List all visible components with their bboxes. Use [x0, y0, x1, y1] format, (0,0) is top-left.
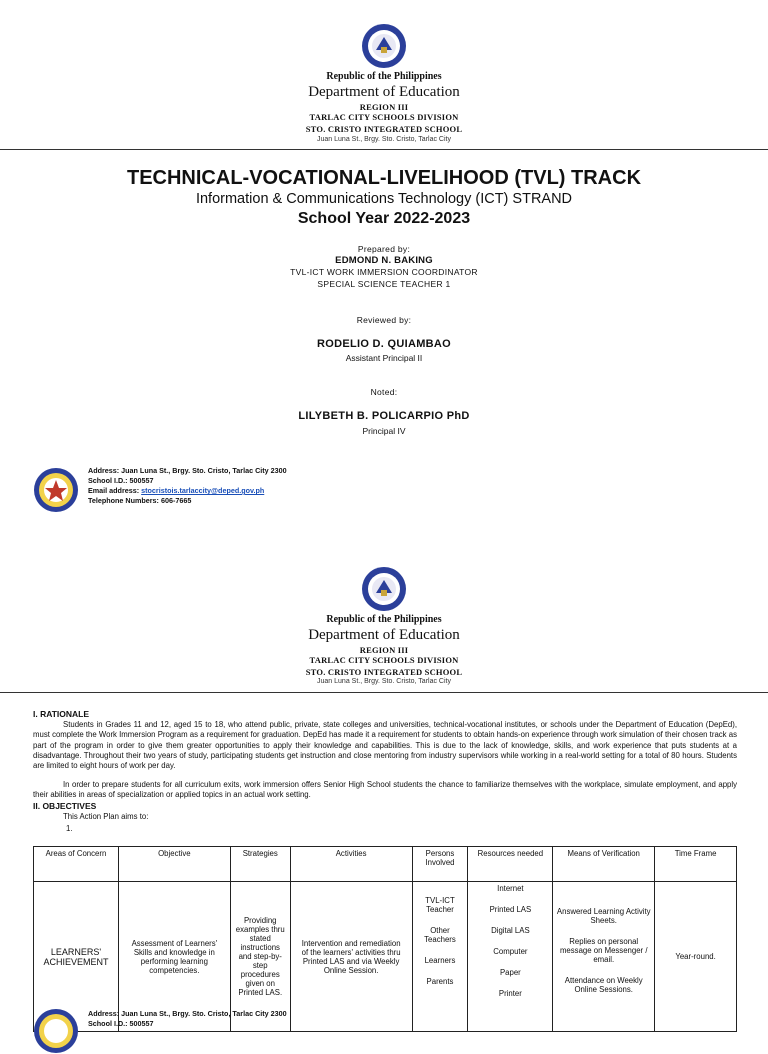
objectives-intro: This Action Plan aims to:: [63, 812, 149, 821]
verification-item: Attendance on Weekly Online Sessions.: [564, 976, 643, 994]
resource-item: Printer: [498, 989, 522, 998]
cell-activities: Intervention and remediation of the learners' activities thru Printed LAS and via Weekly Online Session.: [290, 882, 412, 1032]
footer-school-id: School I.D.: 500557: [88, 476, 154, 485]
deped-seal-icon-2: [361, 566, 407, 612]
table-header: Strategies: [230, 847, 290, 882]
prepared-name: EDMOND N. BAKING: [335, 255, 433, 266]
objectives-item-number: 1.: [66, 824, 73, 833]
school-logo-icon-2: [33, 1008, 79, 1054]
verification-item: Answered Learning Activity Sheets.: [556, 907, 651, 925]
table-header: Means of Verification: [553, 847, 655, 882]
reviewed-role: Assistant Principal II: [345, 353, 423, 363]
rationale-paragraph-2: In order to prepare students for all curriculum exits, work immersion offers Senior High School students the chance to familiarize themselves with the workplace, simulate employment, and apply their abilities in areas of specialization or applied topics in an actual work setting.: [33, 780, 737, 800]
header2-republic: Republic of the Philippines: [326, 614, 442, 625]
cell-objective: Assessment of Learners' Skills and knowledge in performing learning competencies.: [118, 882, 230, 1032]
header-address: Juan Luna St., Brgy. Sto. Cristo, Tarlac City: [317, 136, 451, 143]
table-header: Time Frame: [655, 847, 737, 882]
noted-name: LILYBETH B. POLICARPIO PhD: [298, 410, 470, 422]
table-header: Resources needed: [468, 847, 553, 882]
verification-item: Replies on personal message on Messenger / email.: [559, 937, 648, 964]
noted-label: Noted:: [370, 387, 398, 397]
rationale-title: I. RATIONALE: [33, 709, 90, 719]
prepared-role-1: TVL-ICT WORK IMMERSION COORDINATOR: [290, 267, 478, 277]
footer-telephone: Telephone Numbers: 606-7665: [88, 496, 192, 505]
header2-region: REGION III: [359, 645, 409, 655]
table-header: Objective: [118, 847, 230, 882]
cover-strand: Information & Communications Technology (ICT) STRAND: [195, 191, 573, 207]
header2-school: STO. CRISTO INTEGRATED SCHOOL: [305, 667, 463, 677]
resource-item: Internet: [497, 884, 524, 893]
table-header: Areas of Concern: [34, 847, 119, 882]
header2-division: TARLAC CITY SCHOOLS DIVISION: [309, 655, 459, 665]
resource-item: Digital LAS: [491, 926, 530, 935]
rationale-paragraph-1: Students in Grades 11 and 12, aged 15 to 18, who attend public, private, state colleges and universities, technical-vocational institutes, or schools under the Department of Education (DepEd), must complete the Work Immersion Program as a requirement for graduation. DepEd has made it a requirement for students to obtain hands-on experience through work simulation of their chosen track as part of the program in order to give them greater opportunities to apply their knowledge and capabilities. This is due to the lack of knowledge, skills, and work experience that puts students at a disadvantage. Throughout their two years of study, participating students get instruction and close mentoring from industry supervisors while working in a real-world setting for a total of 80 hours. Students are limited to eight hours of work per day.: [33, 720, 737, 771]
objectives-title: II. OBJECTIVES: [33, 801, 97, 811]
prepared-role-2: SPECIAL SCIENCE TEACHER 1: [317, 279, 451, 289]
header-region: REGION III: [359, 102, 409, 112]
header-republic: Republic of the Philippines: [326, 71, 442, 82]
footer-address: Address: Juan Luna St., Brgy. Sto. Cristo, Tarlac City 2300: [88, 466, 287, 475]
reviewed-name: RODELIO D. QUIAMBAO: [316, 338, 452, 350]
footer-info: [88, 466, 488, 506]
noted-role: Principal IV: [362, 426, 406, 436]
table-header: Activities: [290, 847, 412, 882]
header-division: TARLAC CITY SCHOOLS DIVISION: [309, 112, 459, 122]
footer-email-line: [88, 486, 488, 496]
cover-school-year: School Year 2022-2023: [297, 210, 471, 227]
resource-item: Computer: [493, 947, 528, 956]
cell-time-frame: Year-round.: [655, 882, 737, 1032]
cell-verification: [553, 882, 655, 1032]
cell-area: LEARNERS' ACHIEVEMENT: [34, 882, 119, 1032]
footer-email-label: Email address:: [88, 486, 142, 495]
header2-address: Juan Luna St., Brgy. Sto. Cristo, Tarlac City: [317, 678, 451, 685]
reviewed-label: Reviewed by:: [356, 315, 412, 325]
footer2-address: Address: Juan Luna St., Brgy. Sto. Cristo, Tarlac City 2300: [88, 1009, 287, 1018]
person-item: Other Teachers: [424, 926, 456, 944]
footer2-info: [88, 1009, 488, 1029]
cover-title: TECHNICAL-VOCATIONAL-LIVELIHOOD (TVL) TRACK: [126, 167, 642, 189]
header-divider: [0, 149, 768, 150]
table-header: Persons Involved: [412, 847, 468, 882]
header2-department: Department of Education: [308, 627, 460, 643]
school-logo-icon: [33, 467, 79, 513]
prepared-label: Prepared by:: [357, 244, 411, 254]
header-school: STO. CRISTO INTEGRATED SCHOOL: [305, 124, 463, 134]
footer2-school-id: School I.D.: 500557: [88, 1019, 154, 1028]
footer-email-link[interactable]: stocristois.tarlaccity@deped.gov.ph: [141, 486, 265, 495]
person-item: TVL-ICT Teacher: [425, 896, 455, 914]
resource-item: Printed LAS: [489, 905, 532, 914]
resource-item: Paper: [499, 968, 521, 977]
action-plan-table: [33, 846, 737, 1032]
person-item: Learners: [424, 956, 456, 965]
person-item: Parents: [426, 977, 454, 986]
deped-seal-icon: [361, 23, 407, 69]
header2-divider: [0, 692, 768, 693]
header-department: Department of Education: [308, 84, 460, 100]
cell-strategies: Providing examples thru stated instructions and step-by-step procedures given on Printed LAS.: [230, 882, 290, 1032]
table-header-row: [34, 847, 737, 882]
